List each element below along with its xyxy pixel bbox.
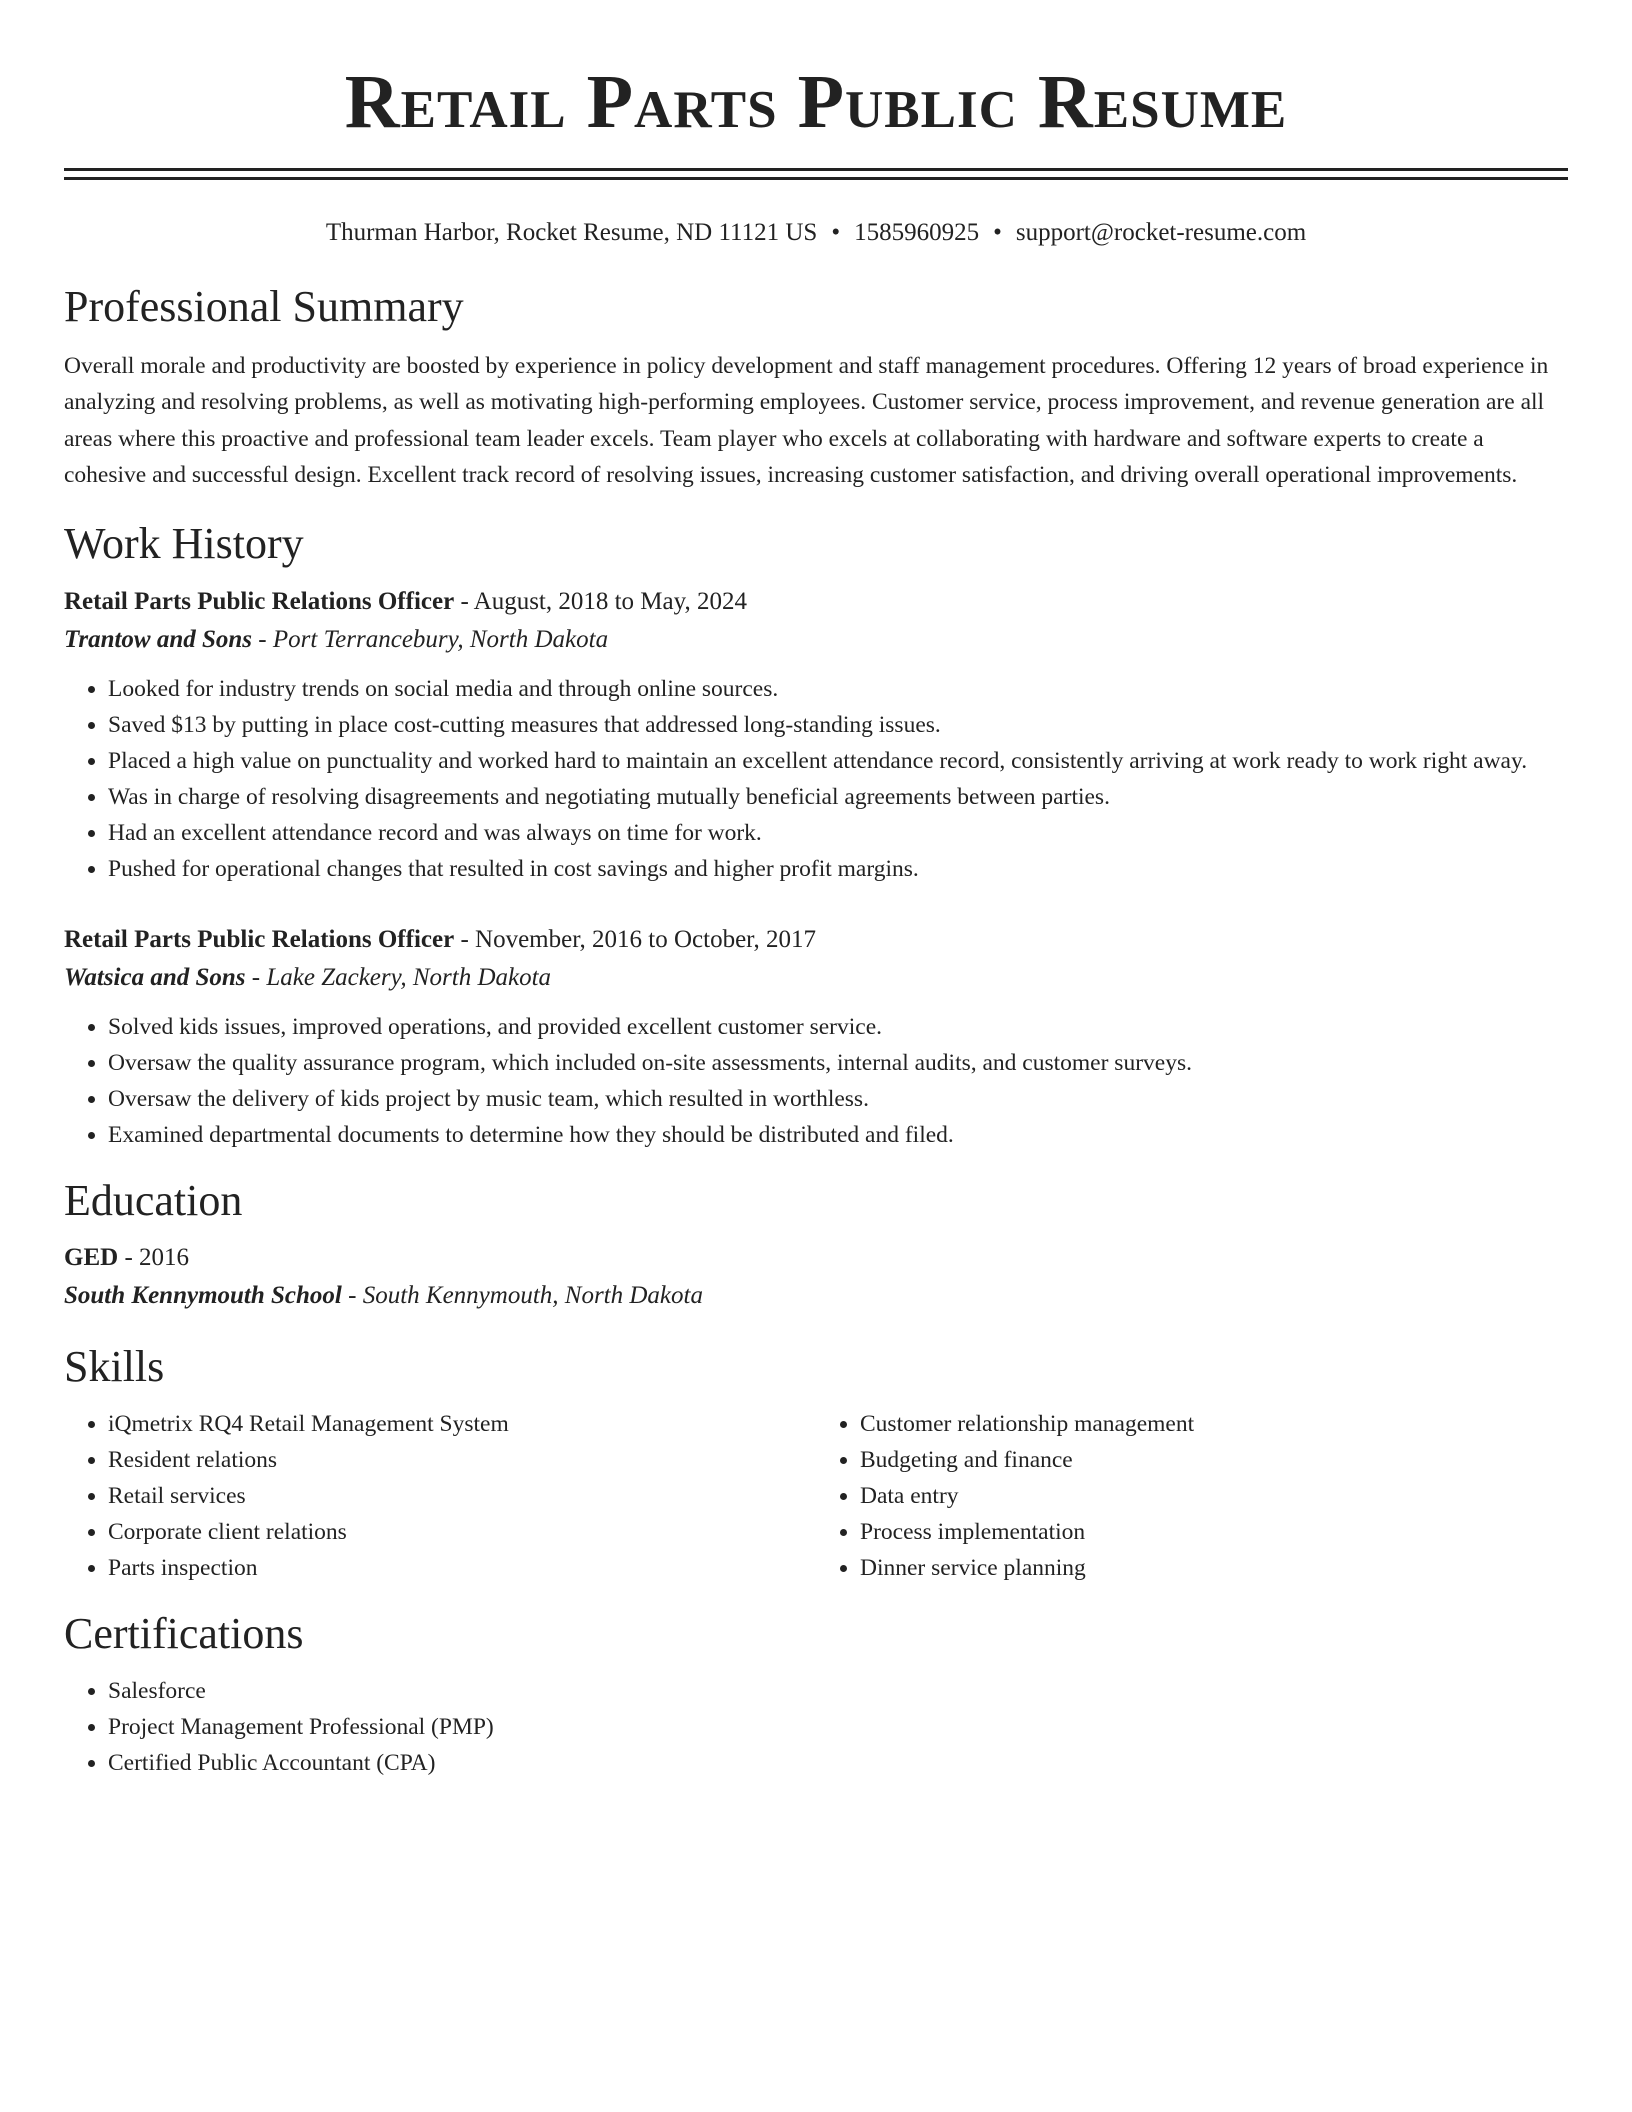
work-history-heading: Work History — [64, 518, 304, 568]
summary-heading: Professional Summary — [64, 282, 464, 331]
education-year: - 2016 — [118, 1244, 190, 1272]
education-school-line — [64, 1277, 1568, 1315]
contact-address: Thurman Harbor, Rocket Resume, ND 11121 US — [325, 219, 818, 246]
job-bullets — [64, 1009, 1568, 1153]
education-degree: GED — [64, 1244, 119, 1272]
job-company: Watsica and Sons — [64, 963, 246, 991]
job-company-line — [64, 959, 1568, 997]
skill-item: • Parts inspection — [108, 1550, 816, 1586]
skill-item: • Dinner service planning — [860, 1550, 1568, 1586]
skill-item: • Budgeting and finance — [860, 1442, 1568, 1478]
job-title-line — [64, 921, 1568, 959]
job-entry — [64, 583, 1568, 887]
contact-line — [64, 218, 1568, 248]
job-bullet: • Solved kids issues, improved operations, and provided excellent customer service. — [108, 1009, 1568, 1045]
education-degree-line — [64, 1239, 1568, 1277]
skill-item: • Process implementation — [860, 1514, 1568, 1550]
certification-item: • Salesforce — [108, 1673, 1568, 1709]
education-entry — [64, 1239, 1568, 1315]
summary-text: Overall morale and productivity are boosted by experience in policy development and staff management procedures. Offering 12 years of broad experience in analyzing and resolving problems, as well as motivating high-performing employees. Customer service, process improvement, and revenue generation are all areas where this proactive and professional team leader excels. Team player who excels at collaborating with hardware and software experts to create a cohesive and successful design. Excellent track record of resolving issues, increasing customer satisfaction, and driving overall operational improvements. — [64, 352, 1549, 489]
education-school: South Kennymouth School — [64, 1282, 342, 1310]
job-location: - Port Terrancebury, North Dakota — [252, 625, 609, 653]
job-bullet: • Had an excellent attendance record and was always on time for work. — [108, 815, 1568, 851]
job-bullet: • Oversaw the quality assurance program, which included on-site assessments, internal audits, and customer surveys. — [108, 1045, 1568, 1081]
contact-separator: • — [993, 219, 1002, 246]
skill-item: • Retail services — [108, 1478, 816, 1514]
education-heading: Education — [64, 1175, 243, 1225]
contact-email: support@rocket-resume.com — [1015, 219, 1307, 246]
job-bullet: • Looked for industry trends on social media and through online sources. — [108, 671, 1568, 707]
title-rule-bottom — [64, 177, 1568, 180]
certifications-list — [64, 1673, 1568, 1781]
skill-item: • Data entry — [860, 1478, 1568, 1514]
job-bullets — [64, 671, 1568, 887]
job-dates: - August, 2018 to May, 2024 — [454, 587, 748, 615]
skill-item: • Corporate client relations — [108, 1514, 816, 1550]
skill-item: • iQmetrix RQ4 Retail Management System — [108, 1406, 816, 1442]
skill-item: • Resident relations — [108, 1442, 816, 1478]
job-company-line — [64, 621, 1568, 659]
contact-phone: 1585960925 — [854, 219, 980, 246]
skill-item: • Customer relationship management — [860, 1406, 1568, 1442]
certification-item: • Certified Public Accountant (CPA) — [108, 1745, 1568, 1781]
job-entry — [64, 921, 1568, 1153]
skills-heading: Skills — [64, 1342, 165, 1392]
job-title: Retail Parts Public Relations Officer — [64, 925, 455, 953]
job-bullet: • Oversaw the delivery of kids project by music team, which resulted in worthless. — [108, 1081, 1568, 1117]
contact-separator: • — [831, 219, 841, 246]
education-location: - South Kennymouth, North Dakota — [341, 1282, 703, 1310]
job-title: Retail Parts Public Relations Officer — [64, 587, 455, 615]
skills-list-left — [64, 1406, 816, 1586]
job-bullet: • Placed a high value on punctuality and worked hard to maintain an excellent attendance record, consistently arriving at work ready to work right away. — [108, 743, 1568, 779]
skills-list-right — [816, 1406, 1568, 1586]
certifications-heading: Certifications — [64, 1609, 304, 1659]
job-bullet: • Saved $13 by putting in place cost-cutting measures that addressed long-standing issues. — [108, 707, 1568, 743]
job-dates: - November, 2016 to October, 2017 — [454, 925, 816, 953]
certification-item: • Project Management Professional (PMP) — [108, 1709, 1568, 1745]
job-bullet: • Was in charge of resolving disagreements and negotiating mutually beneficial agreements between parties. — [108, 779, 1568, 815]
job-title-line — [64, 583, 1568, 621]
title-rule-top — [64, 168, 1568, 171]
job-location: - Lake Zackery, North Dakota — [245, 963, 552, 991]
job-bullet: • Examined departmental documents to determine how they should be distributed and filed. — [108, 1117, 1568, 1153]
job-company: Trantow and Sons — [64, 625, 253, 653]
resume-title: Retail Parts Public Resume — [344, 60, 1288, 144]
job-bullet: • Pushed for operational changes that resulted in cost savings and higher profit margins. — [108, 851, 1568, 887]
skills-columns — [64, 1406, 1568, 1586]
